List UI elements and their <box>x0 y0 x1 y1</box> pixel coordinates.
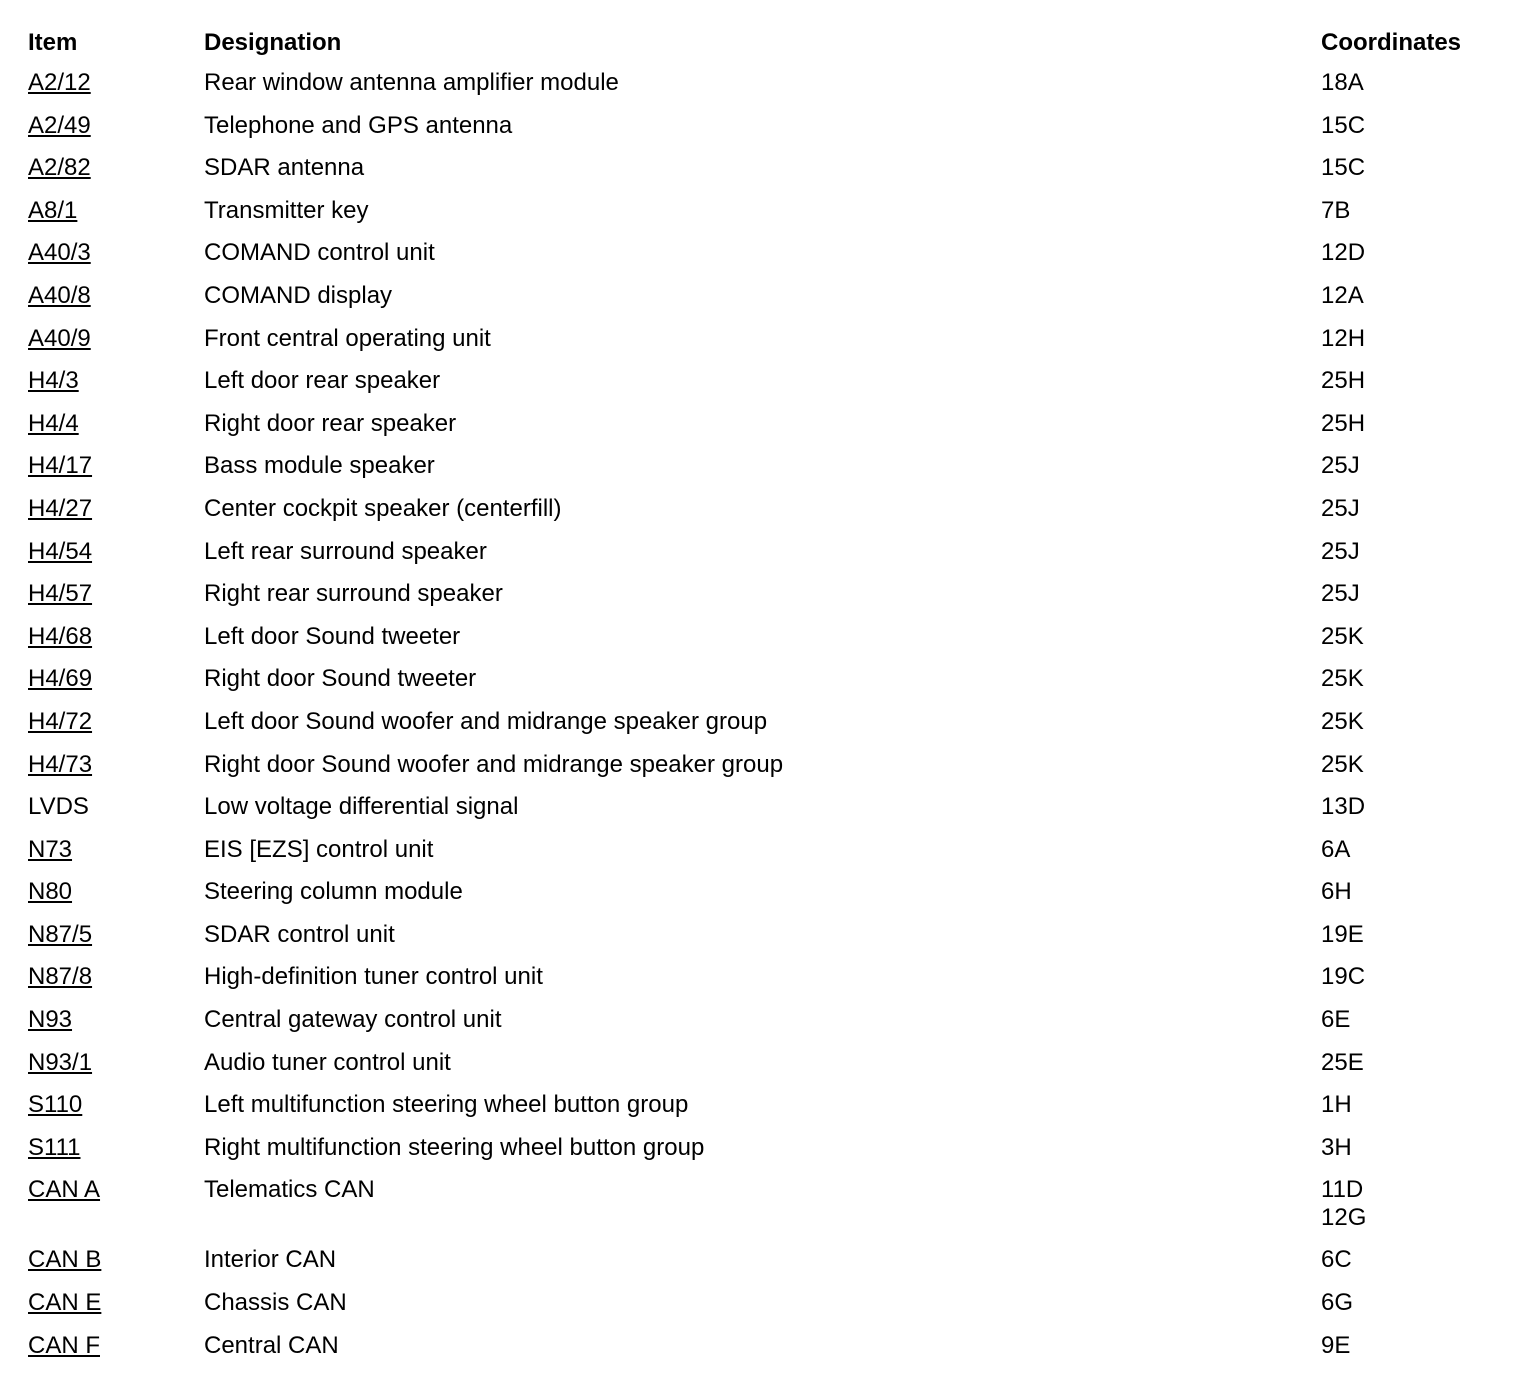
coordinates-cell <box>1321 493 1481 536</box>
item-cell <box>28 152 204 195</box>
designation-cell: Central gateway control unit <box>204 1006 502 1034</box>
table-row <box>28 706 1481 749</box>
designation-cell: COMAND control unit <box>204 239 435 267</box>
coordinate-value: 6E <box>1321 1006 1351 1034</box>
coordinates-cell <box>1321 1004 1481 1047</box>
table-row <box>28 834 1481 877</box>
table-row <box>28 323 1481 366</box>
coordinate-value: 25H <box>1321 409 1366 437</box>
item-cell <box>28 323 204 366</box>
coordinate-value: 25K <box>1321 665 1364 693</box>
table-row <box>28 1004 1481 1047</box>
item-link[interactable]: N80 <box>28 878 73 906</box>
designation-cell: Left door Sound woofer and midrange speaker group <box>204 707 768 735</box>
item-link[interactable]: H4/54 <box>28 537 93 565</box>
designation-cell: Rear window antenna amplifier module <box>204 69 619 96</box>
item-cell <box>28 536 204 579</box>
item-cell <box>28 791 204 834</box>
item-link[interactable]: H4/57 <box>28 580 93 608</box>
item-cell <box>28 663 204 706</box>
table-row <box>28 67 1481 110</box>
item-link[interactable]: A8/1 <box>28 196 78 224</box>
item-link[interactable]: H4/72 <box>28 707 93 735</box>
item-link[interactable]: N87/8 <box>28 963 93 991</box>
item-link[interactable]: A40/9 <box>28 324 91 352</box>
table-row <box>28 1244 1481 1287</box>
coordinates-cell <box>1321 1174 1481 1244</box>
coordinates-cell <box>1321 791 1481 834</box>
item-cell <box>28 706 204 749</box>
designation-column-header: Designation <box>204 29 342 56</box>
item-cell <box>28 493 204 536</box>
designation-cell: Right rear surround speaker <box>204 580 503 608</box>
item-cell <box>28 365 204 408</box>
table-row <box>28 1089 1481 1132</box>
table-row <box>28 749 1481 792</box>
coordinates-cell <box>1321 67 1481 110</box>
legend-rows <box>28 67 1481 1372</box>
item-link[interactable]: A2/12 <box>28 69 91 96</box>
coordinates-cell <box>1321 834 1481 877</box>
table-row <box>28 408 1481 451</box>
item-cell <box>28 110 204 153</box>
item-cell <box>28 1244 204 1287</box>
designation-cell: EIS [EZS] control unit <box>204 835 434 863</box>
item-link[interactable]: N73 <box>28 835 73 863</box>
coordinates-cell <box>1321 876 1481 919</box>
table-row <box>28 110 1481 153</box>
item-cell <box>28 280 204 323</box>
item-cell <box>28 876 204 919</box>
coordinate-value: 1H <box>1321 1091 1352 1119</box>
table-row <box>28 876 1481 919</box>
table-row <box>28 919 1481 962</box>
coordinate-value: 15C <box>1321 154 1366 182</box>
coordinate-value: 25K <box>1321 622 1364 650</box>
item-label: LVDS <box>28 793 89 821</box>
table-row <box>28 195 1481 238</box>
coordinates-cell <box>1321 110 1481 153</box>
coordinate-value: 13D <box>1321 793 1366 821</box>
coordinates-cell <box>1321 578 1481 621</box>
coordinate-value: 25J <box>1321 452 1360 480</box>
table-row <box>28 663 1481 706</box>
designation-cell: SDAR antenna <box>204 154 365 182</box>
coordinate-value: 3H <box>1321 1133 1352 1161</box>
designation-cell: Chassis CAN <box>204 1289 347 1317</box>
item-cell <box>28 621 204 664</box>
designation-cell: SDAR control unit <box>204 920 395 948</box>
designation-cell: High-definition tuner control unit <box>204 963 543 991</box>
table-row <box>28 450 1481 493</box>
coordinate-value: 18A <box>1321 69 1364 96</box>
table-row <box>28 621 1481 664</box>
table-row <box>28 1047 1481 1090</box>
designation-cell: Left rear surround speaker <box>204 537 487 565</box>
coordinates-cell <box>1321 749 1481 792</box>
designation-cell: Left door rear speaker <box>204 367 441 395</box>
designation-cell: Steering column module <box>204 878 463 906</box>
designation-cell: Front central operating unit <box>204 324 491 352</box>
table-row <box>28 961 1481 1004</box>
coordinate-value: 15C <box>1321 111 1366 139</box>
coordinate-value: 6A <box>1321 835 1351 863</box>
coordinates-cell <box>1321 365 1481 408</box>
designation-cell: Telephone and GPS antenna <box>204 111 513 139</box>
item-column-header: Item <box>28 29 78 56</box>
coordinates-cell <box>1321 1244 1481 1287</box>
designation-cell: Interior CAN <box>204 1246 337 1274</box>
coordinates-cell <box>1321 152 1481 195</box>
item-cell <box>28 1047 204 1090</box>
table-row <box>28 1330 1481 1373</box>
item-link[interactable]: CAN B <box>28 1246 102 1274</box>
item-link[interactable]: N93 <box>28 1006 73 1034</box>
item-link[interactable]: N87/5 <box>28 920 93 948</box>
coordinate-value: 9E <box>1321 1331 1351 1359</box>
designation-cell: Bass module speaker <box>204 452 435 480</box>
coordinates-cell <box>1321 706 1481 749</box>
coordinates-cell <box>1321 961 1481 1004</box>
coordinate-value: 7B <box>1321 196 1351 224</box>
item-link[interactable]: H4/27 <box>28 494 93 522</box>
designation-cell: Left door Sound tweeter <box>204 622 461 650</box>
item-link[interactable]: A40/8 <box>28 281 91 309</box>
item-link[interactable]: S110 <box>28 1091 83 1119</box>
item-cell <box>28 1174 204 1244</box>
item-cell <box>28 578 204 621</box>
table-row <box>28 791 1481 834</box>
coordinate-value: 25J <box>1321 537 1360 565</box>
designation-cell: Right multifunction steering wheel button group <box>204 1133 705 1161</box>
item-cell <box>28 195 204 238</box>
coordinate-value: 6G <box>1321 1289 1354 1317</box>
table-row <box>28 578 1481 621</box>
coordinates-cell <box>1321 450 1481 493</box>
item-link[interactable]: N93/1 <box>28 1048 93 1076</box>
coordinate-value: 6C <box>1321 1246 1352 1274</box>
coordinate-value: 12A <box>1321 281 1364 309</box>
designation-cell: COMAND display <box>204 281 393 309</box>
item-link[interactable]: H4/73 <box>28 750 93 778</box>
item-cell <box>28 1330 204 1373</box>
coordinates-cell <box>1321 1089 1481 1132</box>
designation-cell: Central CAN <box>204 1331 339 1359</box>
item-cell <box>28 919 204 962</box>
item-link[interactable]: H4/68 <box>28 622 93 650</box>
table-row <box>28 1174 1481 1244</box>
item-link[interactable]: A2/49 <box>28 111 91 139</box>
coordinates-cell <box>1321 280 1481 323</box>
item-cell <box>28 1004 204 1047</box>
item-link[interactable]: H4/69 <box>28 665 93 693</box>
designation-cell: Center cockpit speaker (centerfill) <box>204 494 562 522</box>
table-row <box>28 1132 1481 1175</box>
item-cell <box>28 749 204 792</box>
coordinates-cell <box>1321 1330 1481 1373</box>
item-cell <box>28 237 204 280</box>
item-link[interactable]: CAN E <box>28 1289 102 1317</box>
coordinates-column-header: Coordinates <box>1321 29 1462 56</box>
item-link[interactable]: H4/3 <box>28 367 79 395</box>
table-row <box>28 280 1481 323</box>
item-cell <box>28 408 204 451</box>
coordinate-value: 19C <box>1321 963 1366 991</box>
table-row <box>28 152 1481 195</box>
item-cell <box>28 67 204 110</box>
item-link[interactable]: CAN A <box>28 1176 101 1204</box>
table-row <box>28 536 1481 579</box>
component-legend-table <box>28 26 1481 1372</box>
coordinate-value: 25H <box>1321 367 1366 395</box>
coordinates-cell <box>1321 536 1481 579</box>
item-link[interactable]: A40/3 <box>28 239 91 267</box>
coordinate-value: 25E <box>1321 1048 1364 1076</box>
coordinates-cell <box>1321 663 1481 706</box>
designation-cell: Telematics CAN <box>204 1176 375 1204</box>
coordinate-value: 12G <box>1321 1204 1367 1232</box>
designation-cell: Right door rear speaker <box>204 409 457 437</box>
coordinates-cell <box>1321 323 1481 366</box>
designation-cell: Right door Sound woofer and midrange speaker group <box>204 750 784 778</box>
item-cell <box>28 1132 204 1175</box>
item-cell <box>28 1287 204 1330</box>
coordinate-value: 12H <box>1321 324 1366 352</box>
coordinates-cell <box>1321 919 1481 962</box>
table-row <box>28 365 1481 408</box>
table-row <box>28 493 1481 536</box>
item-link[interactable]: CAN F <box>28 1331 100 1359</box>
coordinate-value: 25K <box>1321 707 1364 735</box>
coordinates-cell <box>1321 621 1481 664</box>
table-row <box>28 237 1481 280</box>
coordinates-cell <box>1321 1287 1481 1330</box>
designation-cell: Left multifunction steering wheel button group <box>204 1091 689 1119</box>
coordinate-value: 12D <box>1321 239 1366 267</box>
coordinate-value: 25K <box>1321 750 1364 778</box>
table-row <box>28 1287 1481 1330</box>
coordinates-cell <box>1321 408 1481 451</box>
item-cell <box>28 834 204 877</box>
designation-cell: Right door Sound tweeter <box>204 665 477 693</box>
item-link[interactable]: A2/82 <box>28 154 91 182</box>
designation-cell: Low voltage differential signal <box>204 793 519 821</box>
coordinates-cell <box>1321 195 1481 238</box>
coordinate-value: 19E <box>1321 920 1364 948</box>
designation-cell: Transmitter key <box>204 196 369 224</box>
item-link[interactable]: S111 <box>28 1133 81 1161</box>
coordinates-cell <box>1321 237 1481 280</box>
coordinates-cell <box>1321 1132 1481 1175</box>
coordinates-cell <box>1321 1047 1481 1090</box>
item-link[interactable]: H4/4 <box>28 409 79 437</box>
item-cell <box>28 1089 204 1132</box>
coordinate-value: 25J <box>1321 494 1360 522</box>
designation-cell: Audio tuner control unit <box>204 1048 451 1076</box>
item-cell <box>28 450 204 493</box>
header-row <box>28 26 1481 67</box>
item-link[interactable]: H4/17 <box>28 452 93 480</box>
item-cell <box>28 961 204 1004</box>
coordinate-value: 11D <box>1321 1176 1364 1204</box>
coordinate-value: 25J <box>1321 580 1360 608</box>
coordinate-value: 6H <box>1321 878 1352 906</box>
